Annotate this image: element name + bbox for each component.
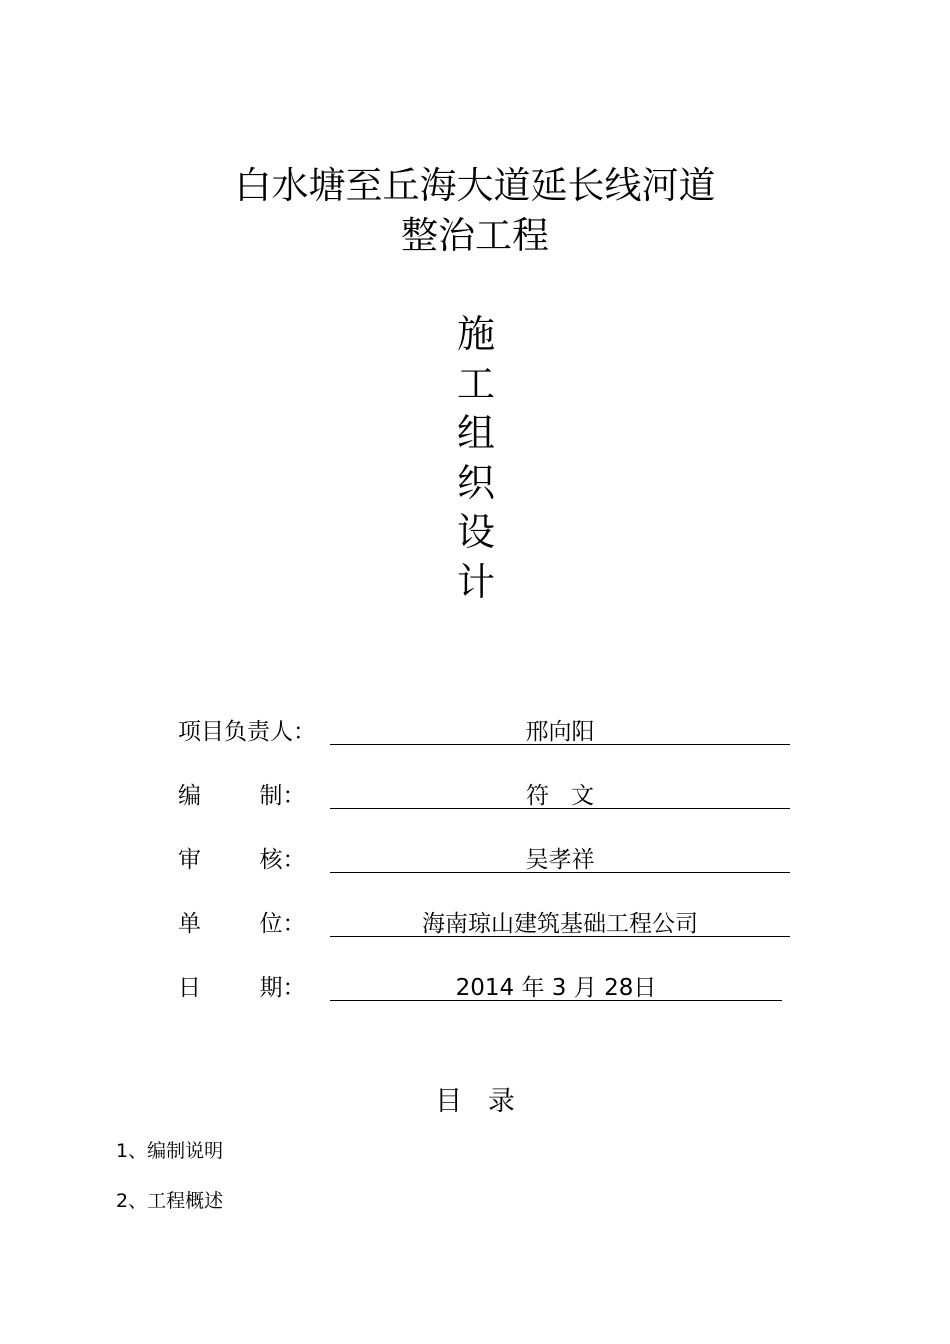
info-row-project-lead	[178, 712, 798, 752]
info-row-compiler	[178, 776, 798, 816]
info-row-organization	[178, 904, 798, 944]
document-type-char: 计	[456, 559, 495, 604]
info-value: 邢向阳	[330, 712, 790, 745]
toc-title: 目 录	[435, 1086, 515, 1117]
info-value: 吴孝祥	[330, 840, 790, 873]
info-value: 2014 年 3 月 28日	[330, 968, 782, 1001]
project-title-line-2: 整治工程	[401, 214, 549, 257]
info-label: 项目负责人：	[178, 719, 316, 745]
document-type-title	[452, 310, 500, 607]
project-title-line-1: 白水塘至丘海大道延长线河道	[234, 164, 716, 207]
document-type-char: 工	[456, 361, 495, 406]
info-value: 符 文	[330, 776, 790, 809]
toc-item: 2、工程概述	[116, 1190, 224, 1212]
toc-item: 1、编制说明	[116, 1140, 224, 1162]
document-type-char: 设	[456, 510, 495, 554]
info-label: 审 核：	[178, 847, 306, 873]
info-label: 编 制：	[178, 783, 306, 809]
document-type-char: 织	[456, 460, 495, 505]
info-row-date	[178, 968, 798, 1008]
document-type-char: 组	[456, 411, 495, 455]
info-row-reviewer	[178, 840, 798, 880]
document-type-char: 施	[456, 312, 495, 356]
info-label: 日 期：	[178, 975, 306, 1001]
info-value: 海南琼山建筑基础工程公司	[330, 904, 790, 937]
info-label: 单 位：	[178, 911, 306, 937]
